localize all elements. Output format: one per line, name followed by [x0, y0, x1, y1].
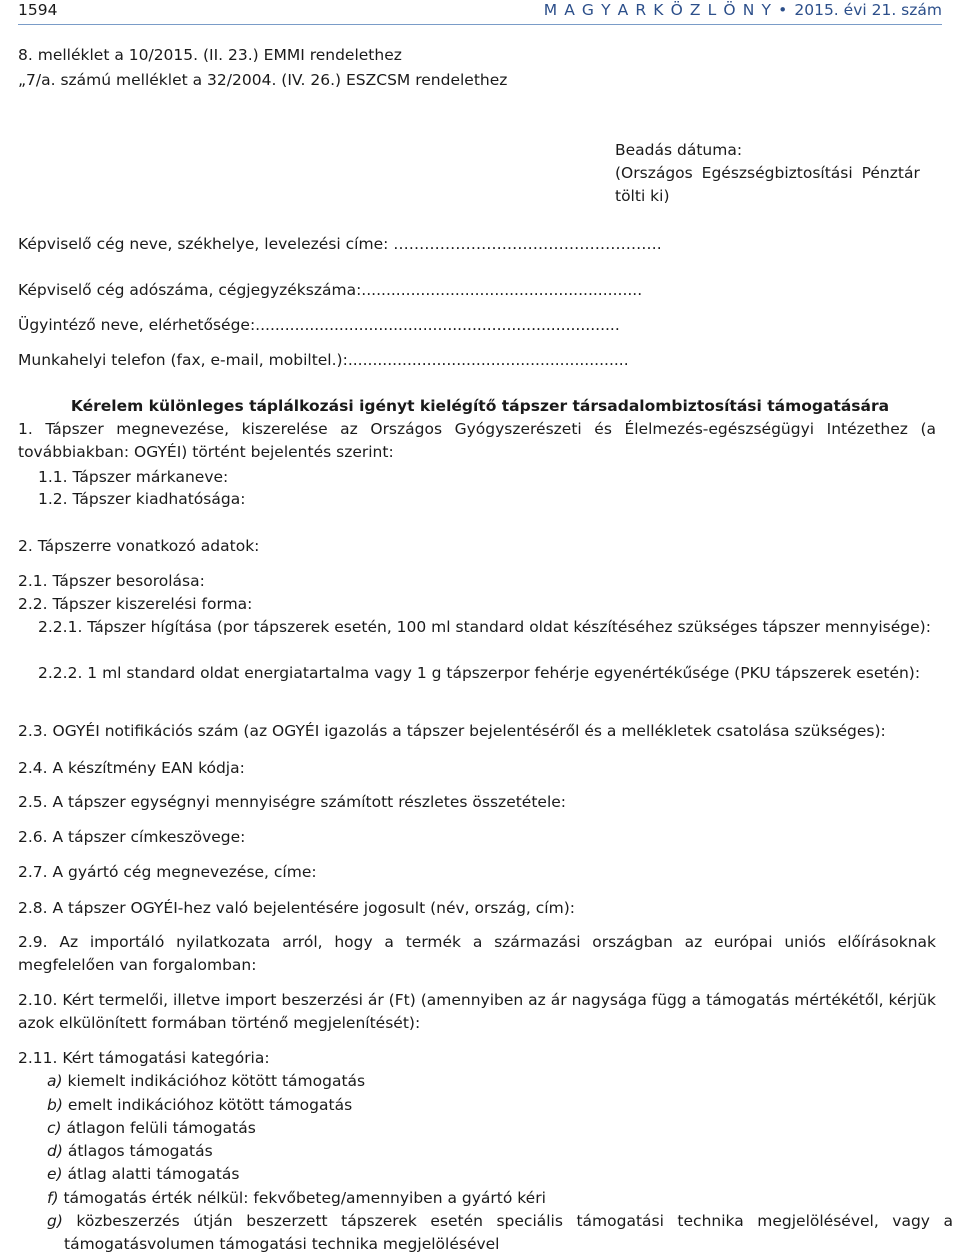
category-letter: f) [47, 1189, 59, 1207]
issue-label: 2015. évi 21. szám [794, 1, 942, 19]
page-number: 1594 [18, 1, 58, 19]
item-2-7: 2.7. A gyártó cég megnevezése, címe: [18, 863, 317, 881]
category-text: átlagon felüli támogatás [61, 1119, 256, 1137]
annex-line-1: 8. melléklet a 10/2015. (II. 23.) EMMI rendelethez [18, 46, 402, 64]
header-rule [18, 24, 942, 25]
item-2-10: 2.10. Kért termelői, illetve import beszerzési ár (Ft) (amennyiben az ár nagysága függ a támogatás mértékétől, kérjük azok elkülönített formában történő megjelenítését): [18, 991, 936, 1032]
journal-header [544, 0, 942, 20]
category-text: kiemelt indikációhoz kötött támogatás [62, 1072, 366, 1090]
item-2: 2. Tápszerre vonatkozó adatok: [18, 537, 260, 555]
item-1: 1. Tápszer megnevezése, kiszerelése az Országos Gyógyszerészeti és Élelmezés-egészségügyi Intézethez (a továbbiakban: OGYÉI) történt bejelentés szerint: [18, 420, 936, 461]
category-letter: c) [47, 1119, 62, 1137]
item-1-1: 1.1. Tápszer márkaneve: [38, 468, 229, 486]
category-e [47, 1164, 240, 1184]
submission-note-line-2: tölti ki) [615, 187, 670, 205]
field-work-phone: Munkahelyi telefon (fax, e-mail, mobiltel.):......................................................... [18, 351, 629, 369]
item-1-2: 1.2. Tápszer kiadhatósága: [38, 490, 246, 508]
category-letter: d) [47, 1142, 63, 1160]
category-letter: e) [47, 1165, 63, 1183]
category-text: átlagos támogatás [62, 1142, 213, 1160]
annex-line-2: „7/a. számú melléklet a 32/2004. (IV. 26.) ESZCSM rendelethez [18, 71, 508, 89]
item-2-11: 2.11. Kért támogatási kategória: [18, 1049, 270, 1067]
field-company-address: Képviselő cég neve, székhelye, levelezési címe: ……………………………………………. [18, 235, 662, 253]
category-c [47, 1118, 256, 1138]
category-g [47, 1210, 953, 1256]
category-b [47, 1095, 352, 1115]
submission-note-line-1: (Országos Egészségbiztosítási Pénztár [615, 164, 920, 182]
submission-date-label: Beadás dátuma: [615, 141, 743, 159]
item-2-1: 2.1. Tápszer besorolása: [18, 572, 205, 590]
field-company-tax-id: Képviselő cég adószáma, cégjegyzékszáma:......................................................... [18, 281, 643, 299]
category-text: átlag alatti támogatás [62, 1165, 240, 1183]
item-2-3: 2.3. OGYÉI notifikációs szám (az OGYÉI igazolás a tápszer bejelentéséről és a mellékletek csatolása szükséges): [18, 722, 886, 740]
item-2-2-2: 2.2.2. 1 ml standard oldat energiatartalma vagy 1 g tápszerpor fehérje egyenértékűsége (PKU tápszerek esetén): [38, 664, 921, 682]
category-d [47, 1141, 213, 1161]
category-text: emelt indikációhoz kötött támogatás [62, 1096, 353, 1114]
header-bullet: • [778, 1, 789, 19]
category-letter: b) [47, 1096, 63, 1114]
category-f [47, 1188, 546, 1208]
category-text: támogatás érték nélkül: fekvőbeteg/amennyiben a gyártó kéri [58, 1189, 546, 1207]
field-contact-person: Ügyintéző neve, elérhetősége:.......................................................................... [18, 316, 620, 334]
category-text: közbeszerzés útján beszerzett tápszerek esetén speciális támogatási technika megjelölésével, vagy a támogatásvolumen támogatási technika megjelölésével [62, 1212, 953, 1253]
category-letter: a) [47, 1072, 63, 1090]
item-2-2-1: 2.2.1. Tápszer hígítása (por tápszerek esetén, 100 ml standard oldat készítéséhez szükséges tápszer mennyisége): [38, 618, 931, 636]
item-2-8: 2.8. A tápszer OGYÉI-hez való bejelentésére jogosult (név, ország, cím): [18, 899, 575, 917]
item-2-9: 2.9. Az importáló nyilatkozata arról, hogy a termék a származási országban az európai uniós előírásoknak megfelelően van forgalomban: [18, 933, 936, 974]
journal-name: M A G Y A R K Ö Z L Ö N Y [543, 1, 773, 19]
item-2-6: 2.6. A tápszer címkeszövege: [18, 828, 246, 846]
item-2-2: 2.2. Tápszer kiszerelési forma: [18, 595, 253, 613]
category-letter: g) [47, 1212, 63, 1230]
item-2-5: 2.5. A tápszer egységnyi mennyiségre számított részletes összetétele: [18, 793, 567, 811]
item-2-4: 2.4. A készítmény EAN kódja: [18, 759, 245, 777]
form-title: Kérelem különleges táplálkozási igényt kielégítő tápszer társadalombiztosítási támogatására [70, 397, 890, 415]
category-a [47, 1071, 365, 1091]
